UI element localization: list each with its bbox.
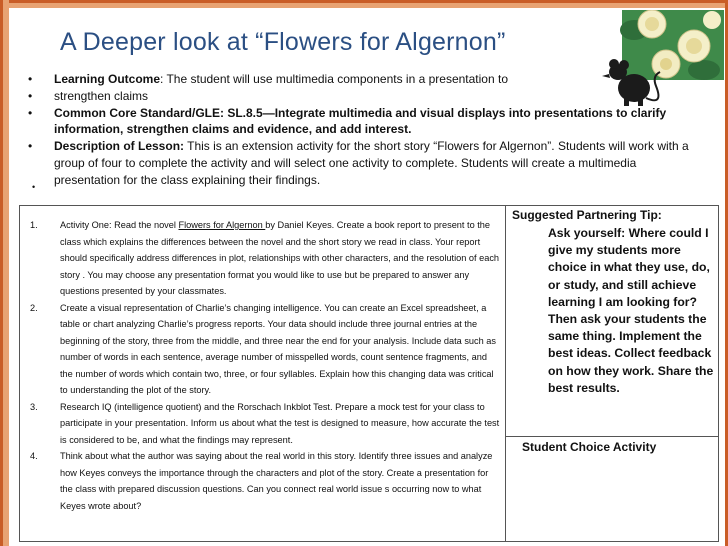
activity-text: Think about what the author was saying about the real world in this story. Identify three issues and analyze how Keyes conveys the importance through the characters and plot of the story. Create a presentation for the class with prepared discussion questions. Can you connect real world issue s occurring now to what Keyes wrote about? xyxy=(60,451,493,511)
page-title: A Deeper look at “Flowers for Algernon” xyxy=(60,28,506,56)
row-divider xyxy=(505,436,718,437)
activity-number: 1. xyxy=(30,220,38,230)
column-divider xyxy=(505,206,506,541)
bullet-text: : The student will use multimedia components in a presentation to xyxy=(160,72,508,86)
bullet-dot: • xyxy=(28,88,33,103)
bullet-label: Common Core Standard/GLE: SL.8.5—Integrate multimedia and visual displays into presentations to clarify information, strengthen claims and evidence, and add interest. xyxy=(54,105,667,137)
activity-text: Activity One: Read the novel xyxy=(60,220,179,230)
rose-flowers-image xyxy=(620,10,724,80)
activity-item-2 xyxy=(24,300,500,399)
bullet-strengthen-claims xyxy=(28,88,703,105)
activity-number: 4. xyxy=(30,451,38,461)
bullet-description-of-lesson xyxy=(28,138,703,188)
activity-item-3 xyxy=(24,399,500,449)
activity-text-cont: by Daniel Keyes. Create a book report to present to the class which explains the differences between the novel and the short story we read in class. Your report should specifically address differences in plot, relationships with other characters, and the resolution of each story . You may choose any presentation format you would like to use but be prepared to answer any questions presented by your classmates. xyxy=(60,220,500,296)
bullet-text: This is an extension activity for the short story “Flowers for Algernon”. Students will work with a group of four to complete the activity and will select one activity to complete. Students will create a multimedia presentation for the class explaining their findings. xyxy=(54,139,689,187)
activity-text: Research IQ (intelligence quotient) and the Rorschach Inkblot Test. Prepare a mock test for your class to participate in your presentation. Inform us about what the test is designed to measure, how accurate the test is considered to be, and what the findings may represent. xyxy=(60,401,500,445)
lesson-bullet-list xyxy=(28,71,703,189)
bullet-label: Description of Lesson: xyxy=(54,139,185,154)
bullet-label: Learning Outcome xyxy=(54,72,161,86)
activity-item-1 xyxy=(24,217,500,300)
activity-table xyxy=(19,205,719,542)
activity-item-4 xyxy=(24,448,500,514)
frame-top-border xyxy=(0,0,728,8)
bullet-common-core-standard xyxy=(28,105,703,139)
activity-list xyxy=(24,217,500,514)
novel-title-link: Flowers for Algernon xyxy=(178,220,266,230)
bullet-text: strengthen claims xyxy=(54,88,149,103)
bullet-learning-outcome xyxy=(28,71,703,88)
bullet-dot: • xyxy=(28,105,33,120)
student-choice-label: Student Choice Activity xyxy=(522,440,657,454)
stray-bullet: • xyxy=(32,182,36,192)
bullet-dot: • xyxy=(28,72,33,86)
activity-number: 3. xyxy=(30,401,38,412)
partnering-tip-heading: Suggested Partnering Tip: xyxy=(512,208,662,222)
activity-text: Create a visual representation of Charlie’s changing intelligence. You can create an Excel spreadsheet, a table or chart analyzing Charlie’s progress reports. Your data should include three journal entries at the beginning of the story, three from the middle, and three near the end for your analysis. Include data such as number of words in each sentence, average number of misspelled words, count sentence fragments, and the number of words which contain two, three, or four syllables. Explain how this changing data was critical to understanding the plot of the story. xyxy=(60,302,496,395)
bullet-dot: • xyxy=(28,139,33,154)
frame-left-border xyxy=(0,0,9,546)
partnering-tip-body: Ask yourself: Where could I give my students more choice in what they use, do, or study, and still achieve learning I am looking for? Then ask your students the same thing. Implement the best ideas. Collect feedback on how they work. Share the best results. xyxy=(548,226,714,395)
activity-number: 2. xyxy=(30,302,38,313)
